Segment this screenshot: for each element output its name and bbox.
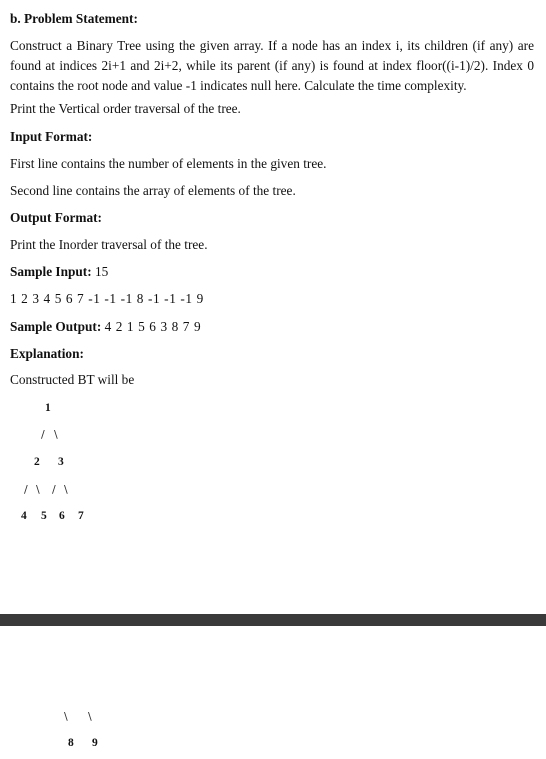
tree-edge-2-4: / [24, 483, 28, 496]
page-break-bar [0, 614, 546, 626]
problem-statement: Construct a Binary Tree using the given array. If a node has an index i, its children (if any) are found at indices 2i+1 and 2i+2, while its parent (if any) is found at index floor((i-1)/2). Index 0 contains the root node and value -1 indicates null here. Calculate the time complexity. [10, 38, 534, 93]
tree-edge-3-6: / [52, 483, 56, 496]
sample-input-label: Sample Input: [10, 264, 92, 279]
tree-node-5: 5 [41, 510, 47, 522]
tree-edge-7-9: \ [88, 710, 92, 723]
tree-node-4: 4 [21, 510, 27, 522]
tree-edge-1-3: \ [54, 428, 58, 441]
tree-edge-2-5: \ [36, 483, 40, 496]
explanation-text: Constructed BT will be [10, 372, 135, 387]
tree-node-3: 3 [58, 456, 64, 468]
output-format-label: Output Format: [10, 210, 102, 225]
tree-edge-3-7: \ [64, 483, 68, 496]
task-text: Print the Vertical order traversal of the tree. [10, 101, 241, 116]
sample-input-array: 1 2 3 4 5 6 7 -1 -1 -1 8 -1 -1 -1 9 [10, 291, 204, 306]
problem-heading: b. Problem Statement: [10, 11, 138, 26]
input-format-line2: Second line contains the array of elements of the tree. [10, 183, 296, 198]
tree-node-7: 7 [78, 510, 84, 522]
input-format-label: Input Format: [10, 129, 93, 144]
sample-input-value: 15 [94, 264, 109, 279]
tree-edge-5-8: \ [64, 710, 68, 723]
tree-edge-1-2: / [41, 428, 45, 441]
tree-node-8: 8 [68, 737, 74, 749]
sample-output-line [10, 318, 201, 336]
input-format-line1: First line contains the number of elements in the given tree. [10, 156, 327, 171]
output-format-line1: Print the Inorder traversal of the tree. [10, 237, 208, 252]
tree-node-9: 9 [92, 737, 98, 749]
sample-input-line [10, 263, 108, 281]
sample-output-value: 4 2 1 5 6 3 8 7 9 [104, 319, 202, 334]
tree-node-2: 2 [34, 456, 40, 468]
explanation-label: Explanation: [10, 346, 84, 361]
sample-output-label: Sample Output: [10, 319, 102, 334]
tree-node-6: 6 [59, 510, 65, 522]
tree-node-1: 1 [45, 402, 51, 414]
